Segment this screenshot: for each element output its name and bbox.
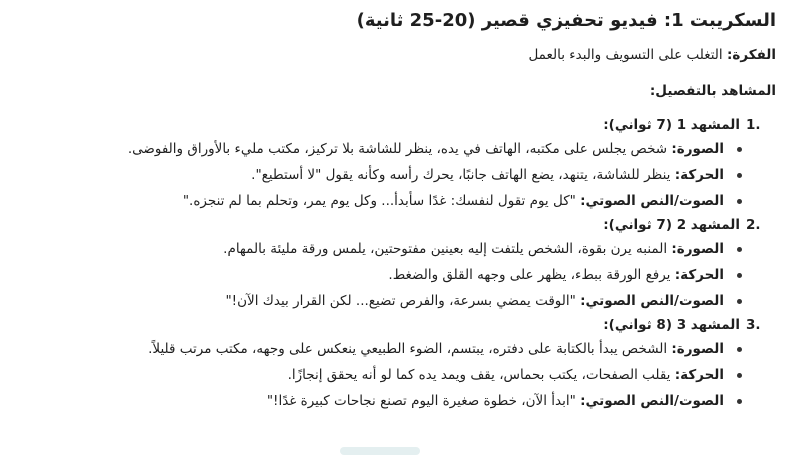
item-label: الصوت/النص الصوتي: — [580, 393, 724, 409]
bullet-icon — [737, 199, 742, 204]
list-item — [20, 162, 746, 188]
idea-line — [20, 44, 776, 66]
bullet-icon — [737, 399, 742, 404]
scene-number: 2. — [746, 217, 761, 233]
scene-title-text: المشهد 3 (8 ثواني): — [603, 317, 740, 333]
scene-bullet-list — [20, 236, 776, 314]
bullet-icon — [737, 299, 742, 304]
item-label: الحركة: — [674, 367, 724, 383]
list-item — [20, 136, 746, 162]
scene-bullet-list — [20, 336, 776, 414]
item-label: الحركة: — [674, 167, 724, 183]
list-item — [20, 388, 746, 414]
scene-title — [20, 214, 776, 236]
scene-1 — [20, 114, 776, 214]
list-item — [20, 236, 746, 262]
item-label: الحركة: — [674, 267, 724, 283]
item-text: يرفع الورقة ببطء، يظهر على وجهه القلق والضغط. — [388, 267, 675, 283]
item-text: "كل يوم تقول لنفسك: غدًا سأبدأ... وكل يوم يمر، وتحلم بما لم تنجزه." — [182, 193, 581, 209]
scene-title-text: المشهد 2 (7 ثواني): — [603, 217, 740, 233]
scene-2 — [20, 214, 776, 314]
bullet-icon — [737, 373, 742, 378]
scene-3 — [20, 314, 776, 414]
item-text: الشخص يبدأ بالكتابة على دفتره، يبتسم، الضوء الطبيعي ينعكس على وجهه، مكتب مرتب قليلاً. — [148, 341, 672, 357]
scene-number: 1. — [746, 117, 761, 133]
scene-number: 3. — [746, 317, 761, 333]
scenes-heading: المشاهد بالتفصيل: — [649, 83, 776, 99]
item-label: الصورة: — [671, 341, 724, 357]
list-item — [20, 288, 746, 314]
item-label: الصوت/النص الصوتي: — [580, 193, 724, 209]
idea-text: التغلب على التسويف والبدء بالعمل — [528, 47, 727, 63]
scene-title-text: المشهد 1 (7 ثواني): — [603, 117, 740, 133]
idea-label: الفكرة: — [726, 47, 776, 63]
bullet-icon — [737, 273, 742, 278]
scene-title — [20, 114, 776, 136]
item-text: "ابدأ الآن، خطوة صغيرة اليوم تصنع نجاحات كبيرة غدًا!" — [266, 393, 581, 409]
item-text: المنبه يرن بقوة، الشخص يلتفت إليه بعينين مفتوحتين، يلمس ورقة مليئة بالمهام. — [223, 241, 672, 257]
scene-title — [20, 314, 776, 336]
document-page — [20, 8, 776, 414]
item-text: "الوقت يمضي بسرعة، والفرص تضيع... لكن القرار بيدك الآن!" — [225, 293, 581, 309]
list-item — [20, 188, 746, 214]
item-text: شخص يجلس على مكتبه، الهاتف في يده، ينظر للشاشة بلا تركيز، مكتب مليء بالأوراق والفوضى. — [127, 141, 672, 157]
item-label: الصورة: — [671, 241, 724, 257]
item-label: الصوت/النص الصوتي: — [580, 293, 724, 309]
list-item — [20, 262, 746, 288]
bullet-icon — [737, 173, 742, 178]
bullet-icon — [737, 147, 742, 152]
list-item — [20, 336, 746, 362]
watermark-logo — [340, 444, 420, 458]
item-text: يقلب الصفحات، يكتب بحماس، يقف ويمد يده كما لو أنه يحقق إنجازًا. — [287, 367, 675, 383]
bullet-icon — [737, 247, 742, 252]
item-label: الصورة: — [671, 141, 724, 157]
list-item — [20, 362, 746, 388]
scene-bullet-list — [20, 136, 776, 214]
bullet-icon — [737, 347, 742, 352]
item-text: ينظر للشاشة، يتنهد، يضع الهاتف جانبًا، يحرك رأسه وكأنه يقول "لا أستطيع". — [251, 167, 675, 183]
page-title: السكريبت 1: فيديو تحفيزي قصير (20-25 ثانية) — [356, 10, 776, 31]
